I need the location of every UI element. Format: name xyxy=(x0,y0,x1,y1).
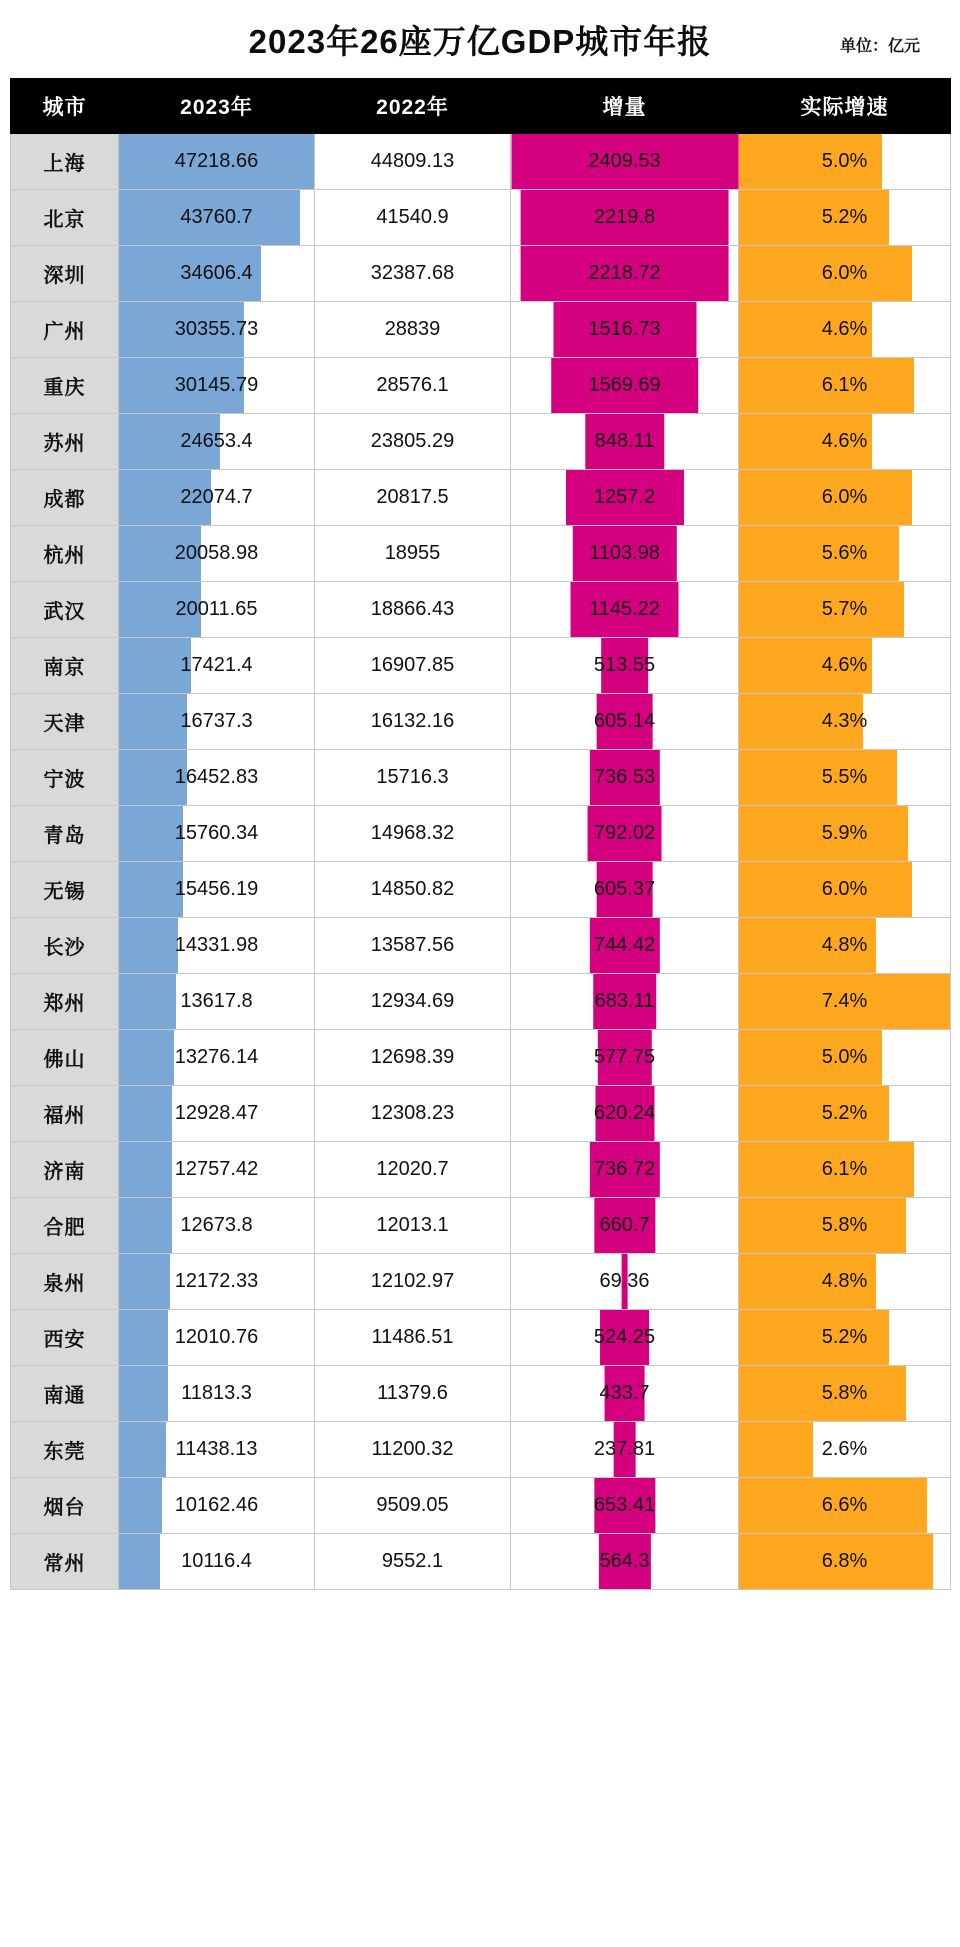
gdp-2022-cell xyxy=(315,190,511,246)
growth-rate-value: 7.4% xyxy=(821,990,868,1012)
gdp-2022-value: 15716.3 xyxy=(376,766,449,788)
table-row xyxy=(11,918,951,974)
gdp-delta-cell xyxy=(511,1310,739,1366)
bar-2023 xyxy=(119,1254,170,1309)
gdp-delta-value: 2219.8 xyxy=(593,206,656,228)
growth-rate-cell xyxy=(739,190,951,246)
gdp-2022-value: 18866.43 xyxy=(370,598,455,620)
gdp-2022-cell xyxy=(315,1534,511,1590)
gdp-delta-cell xyxy=(511,190,739,246)
growth-rate-cell xyxy=(739,1534,951,1590)
gdp-2022-value: 16907.85 xyxy=(370,654,455,676)
gdp-2022-cell xyxy=(315,246,511,302)
gdp-delta-value: 1145.22 xyxy=(589,598,660,620)
gdp-delta-cell xyxy=(511,1478,739,1534)
growth-rate-value: 4.3% xyxy=(821,710,868,732)
gdp-2023-cell xyxy=(119,1142,315,1198)
gdp-2023-cell xyxy=(119,302,315,358)
city-name-cell: 宁波 xyxy=(11,750,119,806)
growth-rate-value: 5.8% xyxy=(821,1214,868,1236)
growth-rate-value: 5.5% xyxy=(821,766,868,788)
growth-rate-value: 6.1% xyxy=(821,374,868,396)
gdp-2022-cell xyxy=(315,1198,511,1254)
gdp-2022-value: 14850.82 xyxy=(370,878,455,900)
gdp-2022-value: 28576.1 xyxy=(376,374,449,396)
growth-rate-value: 5.6% xyxy=(821,542,868,564)
gdp-2023-value: 30145.79 xyxy=(174,374,259,396)
city-name-cell: 青岛 xyxy=(11,806,119,862)
table-row xyxy=(11,582,951,638)
gdp-delta-value: 1103.98 xyxy=(589,542,660,564)
growth-rate-value: 4.6% xyxy=(821,430,868,452)
gdp-2022-cell xyxy=(315,1030,511,1086)
bar-2023 xyxy=(119,1198,172,1253)
column-header-2023: 2023年 xyxy=(119,79,315,134)
gdp-2023-cell xyxy=(119,806,315,862)
gdp-2022-value: 9509.05 xyxy=(376,1494,449,1516)
gdp-2022-cell xyxy=(315,1478,511,1534)
bar-2023 xyxy=(119,1142,172,1197)
gdp-2023-cell xyxy=(119,246,315,302)
gdp-2023-cell xyxy=(119,1534,315,1590)
growth-rate-cell xyxy=(739,134,951,190)
growth-rate-cell xyxy=(739,470,951,526)
city-name-cell: 东莞 xyxy=(11,1422,119,1478)
gdp-delta-value: 848.11 xyxy=(594,430,655,452)
bar-2023 xyxy=(119,974,176,1029)
gdp-2022-cell xyxy=(315,134,511,190)
gdp-delta-cell xyxy=(511,1366,739,1422)
growth-rate-value: 4.8% xyxy=(821,934,868,956)
growth-rate-cell xyxy=(739,302,951,358)
table-row xyxy=(11,1422,951,1478)
table-row xyxy=(11,134,951,190)
gdp-2022-cell xyxy=(315,414,511,470)
gdp-2023-cell xyxy=(119,414,315,470)
growth-rate-cell xyxy=(739,974,951,1030)
bar-growth-rate xyxy=(739,1422,813,1477)
table-row xyxy=(11,694,951,750)
bar-2023 xyxy=(119,694,187,749)
gdp-2023-value: 12010.76 xyxy=(174,1326,259,1348)
gdp-2023-value: 30355.73 xyxy=(174,318,259,340)
gdp-2023-value: 11438.13 xyxy=(175,1438,258,1460)
gdp-2023-value: 20058.98 xyxy=(174,542,259,564)
gdp-delta-value: 2409.53 xyxy=(588,150,661,172)
table-row xyxy=(11,1478,951,1534)
table-row xyxy=(11,638,951,694)
gdp-delta-cell xyxy=(511,1422,739,1478)
gdp-2023-cell xyxy=(119,526,315,582)
table-row xyxy=(11,1366,951,1422)
gdp-2022-cell xyxy=(315,750,511,806)
city-name-cell: 北京 xyxy=(11,190,119,246)
growth-rate-value: 6.0% xyxy=(821,486,868,508)
city-name-cell: 南京 xyxy=(11,638,119,694)
growth-rate-value: 6.8% xyxy=(821,1550,868,1572)
bar-2023 xyxy=(119,1310,168,1365)
growth-rate-cell xyxy=(739,1254,951,1310)
gdp-2022-value: 12934.69 xyxy=(370,990,455,1012)
gdp-2023-value: 12673.8 xyxy=(180,1214,253,1236)
growth-rate-cell xyxy=(739,694,951,750)
gdp-delta-value: 1516.73 xyxy=(588,318,661,340)
gdp-2022-cell xyxy=(315,1310,511,1366)
gdp-2023-value: 34606.4 xyxy=(180,262,253,284)
growth-rate-cell xyxy=(739,638,951,694)
city-name-cell: 苏州 xyxy=(11,414,119,470)
gdp-2022-value: 11486.51 xyxy=(371,1326,454,1348)
table-row xyxy=(11,1254,951,1310)
gdp-delta-value: 69.36 xyxy=(599,1270,650,1292)
title-bar xyxy=(10,0,950,78)
city-name-cell: 佛山 xyxy=(11,1030,119,1086)
gdp-2022-value: 9552.1 xyxy=(381,1550,444,1572)
gdp-2023-cell xyxy=(119,470,315,526)
gdp-delta-cell xyxy=(511,1534,739,1590)
gdp-2023-cell xyxy=(119,582,315,638)
page-title: 2023年26座万亿GDP城市年报 xyxy=(248,22,712,60)
gdp-delta-cell xyxy=(511,1142,739,1198)
growth-rate-cell xyxy=(739,358,951,414)
gdp-2022-cell xyxy=(315,582,511,638)
gdp-2022-cell xyxy=(315,1086,511,1142)
growth-rate-cell xyxy=(739,1198,951,1254)
growth-rate-cell xyxy=(739,918,951,974)
table-row xyxy=(11,1198,951,1254)
gdp-delta-cell xyxy=(511,918,739,974)
growth-rate-value: 4.6% xyxy=(821,318,868,340)
growth-rate-value: 4.6% xyxy=(821,654,868,676)
table-row xyxy=(11,190,951,246)
gdp-2023-value: 20011.65 xyxy=(175,598,258,620)
table-body xyxy=(11,134,951,1590)
growth-rate-value: 5.8% xyxy=(821,1382,868,1404)
gdp-2023-value: 16452.83 xyxy=(174,766,259,788)
gdp-2022-cell xyxy=(315,974,511,1030)
gdp-2022-cell xyxy=(315,918,511,974)
gdp-delta-cell xyxy=(511,246,739,302)
gdp-delta-cell xyxy=(511,302,739,358)
gdp-2022-cell xyxy=(315,694,511,750)
gdp-delta-cell xyxy=(511,526,739,582)
bar-2023 xyxy=(119,1478,162,1533)
table-header-row xyxy=(11,79,951,134)
city-name-cell: 天津 xyxy=(11,694,119,750)
gdp-2022-cell xyxy=(315,526,511,582)
growth-rate-value: 5.2% xyxy=(821,1102,868,1124)
table-row xyxy=(11,470,951,526)
growth-rate-value: 5.7% xyxy=(821,598,868,620)
bar-2023 xyxy=(119,1366,168,1421)
gdp-2023-cell xyxy=(119,1310,315,1366)
bar-2023 xyxy=(119,1422,166,1477)
table-row xyxy=(11,750,951,806)
city-name-cell: 郑州 xyxy=(11,974,119,1030)
gdp-2023-value: 14331.98 xyxy=(174,934,259,956)
table-row xyxy=(11,1030,951,1086)
growth-rate-value: 2.6% xyxy=(821,1438,868,1460)
gdp-2023-value: 12757.42 xyxy=(174,1158,259,1180)
gdp-2023-cell xyxy=(119,1254,315,1310)
gdp-2023-cell xyxy=(119,750,315,806)
gdp-2022-value: 13587.56 xyxy=(370,934,455,956)
unit-label: 单位：亿元 xyxy=(839,38,920,55)
city-name-cell: 杭州 xyxy=(11,526,119,582)
gdp-2022-value: 12013.1 xyxy=(376,1214,449,1236)
gdp-2023-value: 43760.7 xyxy=(180,206,253,228)
growth-rate-cell xyxy=(739,1422,951,1478)
table-row xyxy=(11,414,951,470)
bar-2023 xyxy=(119,918,178,973)
gdp-2023-value: 12172.33 xyxy=(174,1270,259,1292)
gdp-2022-value: 28839 xyxy=(384,318,441,340)
growth-rate-value: 6.0% xyxy=(821,878,868,900)
gdp-2022-cell xyxy=(315,1422,511,1478)
gdp-delta-cell xyxy=(511,862,739,918)
column-header-2022: 2022年 xyxy=(315,79,511,134)
gdp-2023-cell xyxy=(119,918,315,974)
gdp-delta-value: 660.7 xyxy=(599,1214,650,1236)
city-name-cell: 常州 xyxy=(11,1534,119,1590)
city-name-cell: 长沙 xyxy=(11,918,119,974)
gdp-2022-value: 44809.13 xyxy=(370,150,455,172)
bar-growth-rate xyxy=(739,526,899,581)
gdp-delta-cell xyxy=(511,582,739,638)
growth-rate-cell xyxy=(739,1478,951,1534)
bar-2023 xyxy=(119,1086,172,1141)
city-name-cell: 济南 xyxy=(11,1142,119,1198)
growth-rate-value: 6.6% xyxy=(821,1494,868,1516)
gdp-delta-cell xyxy=(511,806,739,862)
gdp-2022-value: 16132.16 xyxy=(370,710,455,732)
gdp-2023-cell xyxy=(119,1422,315,1478)
gdp-2022-value: 41540.9 xyxy=(376,206,449,228)
gdp-2022-cell xyxy=(315,470,511,526)
gdp-2022-cell xyxy=(315,862,511,918)
growth-rate-cell xyxy=(739,1310,951,1366)
gdp-2022-cell xyxy=(315,1366,511,1422)
gdp-2023-cell xyxy=(119,694,315,750)
growth-rate-value: 5.0% xyxy=(821,150,868,172)
gdp-delta-cell xyxy=(511,694,739,750)
gdp-2023-value: 12928.47 xyxy=(174,1102,259,1124)
table-row xyxy=(11,526,951,582)
gdp-2023-value: 16737.3 xyxy=(180,710,253,732)
gdp-2023-value: 13617.8 xyxy=(180,990,253,1012)
table-row xyxy=(11,358,951,414)
table-row xyxy=(11,806,951,862)
growth-rate-value: 5.2% xyxy=(821,206,868,228)
table-row xyxy=(11,1086,951,1142)
growth-rate-cell xyxy=(739,806,951,862)
gdp-2022-value: 12698.39 xyxy=(370,1046,455,1068)
growth-rate-cell xyxy=(739,414,951,470)
gdp-2022-value: 11200.32 xyxy=(371,1438,454,1460)
gdp-2022-value: 20817.5 xyxy=(376,486,449,508)
city-name-cell: 无锡 xyxy=(11,862,119,918)
growth-rate-value: 5.2% xyxy=(821,1326,868,1348)
growth-rate-value: 5.9% xyxy=(821,822,868,844)
gdp-delta-cell xyxy=(511,974,739,1030)
city-name-cell: 合肥 xyxy=(11,1198,119,1254)
gdp-2023-cell xyxy=(119,862,315,918)
gdp-2023-value: 47218.66 xyxy=(174,150,259,172)
gdp-delta-value: 577.75 xyxy=(593,1046,656,1068)
gdp-delta-value: 1569.69 xyxy=(588,374,661,396)
city-name-cell: 广州 xyxy=(11,302,119,358)
growth-rate-cell xyxy=(739,1142,951,1198)
gdp-2023-value: 15456.19 xyxy=(174,878,259,900)
gdp-2022-cell xyxy=(315,1142,511,1198)
city-name-cell: 上海 xyxy=(11,134,119,190)
column-header-city: 城市 xyxy=(11,79,119,134)
gdp-2023-value: 10162.46 xyxy=(174,1494,259,1516)
gdp-delta-cell xyxy=(511,134,739,190)
gdp-delta-value: 513.55 xyxy=(593,654,656,676)
gdp-2022-value: 18955 xyxy=(384,542,441,564)
city-name-cell: 重庆 xyxy=(11,358,119,414)
city-name-cell: 成都 xyxy=(11,470,119,526)
gdp-2022-value: 11379.6 xyxy=(377,1382,448,1404)
table-row xyxy=(11,862,951,918)
gdp-delta-value: 2218.72 xyxy=(588,262,661,284)
gdp-delta-value: 1257.2 xyxy=(593,486,656,508)
column-header-delta: 增量 xyxy=(511,79,739,134)
gdp-2023-cell xyxy=(119,1086,315,1142)
growth-rate-value: 6.1% xyxy=(821,1158,868,1180)
gdp-2023-cell xyxy=(119,974,315,1030)
gdp-2023-cell xyxy=(119,190,315,246)
gdp-delta-value: 736.53 xyxy=(593,766,656,788)
gdp-delta-cell xyxy=(511,1030,739,1086)
table-row xyxy=(11,302,951,358)
gdp-2023-cell xyxy=(119,1198,315,1254)
gdp-2023-cell xyxy=(119,134,315,190)
gdp-2023-value: 10116.4 xyxy=(181,1550,252,1572)
gdp-2022-value: 12308.23 xyxy=(370,1102,455,1124)
gdp-table xyxy=(10,78,951,1590)
gdp-2023-cell xyxy=(119,638,315,694)
gdp-2022-cell xyxy=(315,806,511,862)
table-header xyxy=(11,79,951,134)
gdp-delta-value: 653.41 xyxy=(593,1494,656,1516)
city-name-cell: 南通 xyxy=(11,1366,119,1422)
gdp-delta-value: 237.81 xyxy=(593,1438,656,1460)
city-name-cell: 烟台 xyxy=(11,1478,119,1534)
gdp-2022-cell xyxy=(315,302,511,358)
city-name-cell: 泉州 xyxy=(11,1254,119,1310)
gdp-2022-value: 14968.32 xyxy=(370,822,455,844)
growth-rate-value: 5.0% xyxy=(821,1046,868,1068)
gdp-2023-value: 11813.3 xyxy=(181,1382,252,1404)
gdp-2023-value: 15760.34 xyxy=(174,822,259,844)
table-row xyxy=(11,246,951,302)
gdp-delta-value: 683.11 xyxy=(594,990,655,1012)
gdp-2023-cell xyxy=(119,1366,315,1422)
gdp-delta-cell xyxy=(511,1254,739,1310)
gdp-delta-cell xyxy=(511,358,739,414)
gdp-2023-cell xyxy=(119,1030,315,1086)
city-name-cell: 西安 xyxy=(11,1310,119,1366)
gdp-delta-cell xyxy=(511,470,739,526)
gdp-2023-cell xyxy=(119,1478,315,1534)
gdp-delta-cell xyxy=(511,638,739,694)
table-row xyxy=(11,1142,951,1198)
gdp-delta-cell xyxy=(511,750,739,806)
gdp-delta-cell xyxy=(511,1198,739,1254)
gdp-delta-value: 433.7 xyxy=(599,1382,650,1404)
gdp-2023-value: 22074.7 xyxy=(180,486,253,508)
table-row xyxy=(11,974,951,1030)
growth-rate-value: 6.0% xyxy=(821,262,868,284)
gdp-2023-cell xyxy=(119,358,315,414)
bar-2023 xyxy=(119,1030,174,1085)
growth-rate-cell xyxy=(739,246,951,302)
growth-rate-cell xyxy=(739,750,951,806)
gdp-delta-value: 620.24 xyxy=(593,1102,656,1124)
bar-2023 xyxy=(119,806,183,861)
growth-rate-cell xyxy=(739,1086,951,1142)
gdp-delta-value: 524.25 xyxy=(593,1326,656,1348)
gdp-2023-value: 13276.14 xyxy=(174,1046,259,1068)
gdp-2023-value: 17421.4 xyxy=(180,654,253,676)
gdp-delta-value: 605.37 xyxy=(593,878,656,900)
bar-2023 xyxy=(119,1534,160,1589)
gdp-2022-cell xyxy=(315,638,511,694)
growth-rate-cell xyxy=(739,526,951,582)
city-name-cell: 福州 xyxy=(11,1086,119,1142)
gdp-delta-value: 792.02 xyxy=(593,822,656,844)
gdp-delta-value: 736.72 xyxy=(593,1158,656,1180)
gdp-2023-value: 24653.4 xyxy=(180,430,253,452)
gdp-2022-cell xyxy=(315,1254,511,1310)
gdp-delta-cell xyxy=(511,414,739,470)
column-header-rate: 实际增速 xyxy=(739,79,951,134)
growth-rate-cell xyxy=(739,582,951,638)
city-name-cell: 深圳 xyxy=(11,246,119,302)
gdp-delta-value: 564.3 xyxy=(599,1550,650,1572)
gdp-delta-cell xyxy=(511,1086,739,1142)
growth-rate-cell xyxy=(739,1030,951,1086)
gdp-delta-value: 605.14 xyxy=(593,710,656,732)
gdp-2022-value: 32387.68 xyxy=(370,262,455,284)
gdp-2022-value: 12020.7 xyxy=(376,1158,449,1180)
city-name-cell: 武汉 xyxy=(11,582,119,638)
bar-2023 xyxy=(119,862,183,917)
growth-rate-cell xyxy=(739,862,951,918)
growth-rate-cell xyxy=(739,1366,951,1422)
table-row xyxy=(11,1310,951,1366)
gdp-2022-value: 23805.29 xyxy=(370,430,455,452)
gdp-delta-value: 744.42 xyxy=(593,934,656,956)
table-row xyxy=(11,1534,951,1590)
gdp-2022-value: 12102.97 xyxy=(370,1270,455,1292)
gdp-2022-cell xyxy=(315,358,511,414)
bar-growth-rate xyxy=(739,750,897,805)
growth-rate-value: 4.8% xyxy=(821,1270,868,1292)
